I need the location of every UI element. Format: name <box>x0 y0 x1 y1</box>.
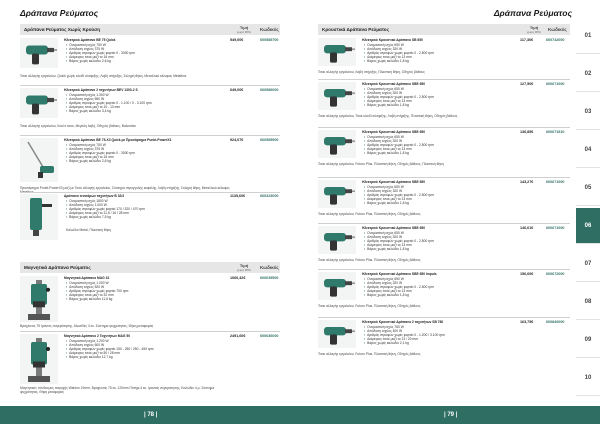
product-description: Τσοκ αλλαγής εργαλείου, Τσοκ κλειδί σύσφιξης, Λαβή στήριξης, Πλαστική θήκη, Οδηγός βάθους <box>318 114 458 118</box>
spec-item: ▪ Αριθμός στροφών χωρίς φορτίο 0 - 2.800 rpm <box>364 239 504 243</box>
spec-item: ▪ Αριθμός στροφών χωρίς φορτίο 150 - 250 / 250 - 450 rpm <box>66 347 216 351</box>
product-description: Τσοκ αλλαγής εργαλείου, Futuro Plus, Πλαστική θήκη, Οδηγός βάθους <box>318 304 421 308</box>
spec-item: ▪ Απόδοση ισχύος 600 W <box>66 343 216 347</box>
product-image <box>20 334 58 384</box>
product-item <box>318 272 570 318</box>
spec-item: ▪ Απόδοση ισχύος 375 W <box>66 47 216 51</box>
product-description: Τσοκ αλλαγής εργαλείου, Futuro Plus, Πλαστική θήκη, Οδηγός βάθους, Πλαστική θήκη <box>318 162 444 166</box>
chapter-tab-02[interactable]: 02 <box>576 56 600 92</box>
spec-item: ▪ Απόδοση ισχύος 320 W <box>364 235 504 239</box>
product-item <box>20 276 280 336</box>
product-image <box>20 276 58 322</box>
spec-item: ▪ Αριθμός στροφών χωρίς φορτίο 170 / 320 / 470 rpm <box>66 207 216 211</box>
product-price: 2491,60€ <box>230 334 246 338</box>
spec-item: ▪ Απόδοση ισχύος 400 W <box>364 329 504 333</box>
product-item <box>318 320 570 366</box>
product-name: Ηλεκτρικό Κρουστικό Δράπανο SBE 650 <box>362 130 426 134</box>
product-price: 127,50€ <box>520 82 534 86</box>
spec-item: ▪ Διάμετρος τσοκ μαζί το 13 mm <box>364 147 504 151</box>
chapter-tab-06[interactable]: 06 <box>576 208 600 244</box>
spec-item: ▪ Απόδοση ισχύος 320 W <box>364 189 504 193</box>
spec-item: ▪ Απόδοση ισχύος 320 W <box>364 47 504 51</box>
spec-item: ▪ Διάμετρος τσοκ μαζί το 32 mm <box>66 293 216 297</box>
spec-list <box>364 185 504 206</box>
product-item <box>20 88 280 138</box>
page-title: Δράπανα Ρεύματος <box>20 8 99 18</box>
product-item <box>20 194 280 254</box>
spec-item: ▪ Ονομαστική ισχύς 760 W <box>364 325 504 329</box>
product-item <box>318 130 570 176</box>
product-name: Ηλεκτρικό Κρουστικό Δράπανο SBE 650 Impuls <box>362 272 437 276</box>
spec-item: ▪ Απόδοση ισχύος 320 W <box>364 281 504 285</box>
product-price: 163,75€ <box>520 320 534 324</box>
spec-item: ▪ Απόδοση ισχύος 1.000 W <box>66 203 216 207</box>
section-title: Κρουστικά Δράπανα Ρεύματος <box>322 27 389 32</box>
spec-item: ▪ Αριθμός στροφών χωρίς φορτίο 0 - 1.100 / 0 - 3.100 rpm <box>66 101 216 105</box>
spec-item: ▪ Διάμετρος τσοκ μαζί το 10 - 13 mm <box>66 105 216 109</box>
product-code: 600672000 <box>546 272 565 276</box>
spec-item: ▪ Διάμετρος τσοκ μαζί το 16 mm <box>66 55 216 59</box>
spec-item: ▪ Βάρος χωρίς καλώδιο 2,6 kg <box>66 159 216 163</box>
chapter-tab-07[interactable]: 07 <box>576 246 600 282</box>
spec-item: ▪ Διάμετρος τσοκ μαζί το 13 mm <box>364 289 504 293</box>
product-image <box>318 180 356 208</box>
spec-item: ▪ Απόδοση ισχύος 320 W <box>364 91 504 95</box>
spec-item: ▪ Διάμετρος τσοκ μαζί το 16 mm <box>66 155 216 159</box>
product-price: 156,66€ <box>520 272 534 276</box>
product-price: 143,27€ <box>520 180 534 184</box>
product-item <box>318 82 570 128</box>
product-image <box>20 38 58 68</box>
product-price: 1060,42€ <box>230 276 246 280</box>
spec-list <box>66 93 216 114</box>
spec-item: ▪ Ονομαστική ισχύς 1.200 W <box>66 339 216 343</box>
spec-item: ▪ Απόδοση ισχύος 520 W <box>66 285 216 289</box>
spec-item: ▪ Ονομαστική ισχύς 650 W <box>364 87 504 91</box>
chapter-tab-08[interactable]: 08 <box>576 284 600 320</box>
price-header: Τιμή χωρίς ΦΠΑ <box>236 24 252 34</box>
product-item <box>20 334 280 400</box>
spec-item: ▪ Αριθμός στροφών χωρίς φορτίο 0 - 2.800 rpm <box>364 285 504 289</box>
spec-list <box>66 281 216 302</box>
product-name: Ηλεκτρικό Κρουστικό Δράπανο 2 ταχυτήτων SB 760 <box>362 320 444 324</box>
product-image <box>318 226 356 254</box>
divider <box>20 192 280 193</box>
divider <box>318 177 570 178</box>
product-name: Μαγνητικό Δράπανο 2 Ταχυτήτων MAG 50 <box>64 334 131 338</box>
divider <box>318 79 570 80</box>
spec-item: ▪ Αριθμός στροφών χωρίς φορτίο 0 - 2.800 rpm <box>364 51 504 55</box>
product-code: 600585700 <box>260 38 279 42</box>
product-description: Τσοκ αλλαγής εργαλείου, Futuro Plus, Πλαστική θήκη, Οδηγός βάθους <box>318 212 421 216</box>
chapter-tab-10[interactable]: 10 <box>576 360 600 396</box>
code-header: Κωδικός <box>548 27 567 32</box>
product-image <box>318 130 356 158</box>
product-code: 600586000 <box>260 88 279 92</box>
product-item <box>20 138 280 198</box>
spec-list <box>364 87 504 108</box>
product-image <box>318 82 356 110</box>
spec-item: ▪ Απόδοση ισχύος 375 W <box>66 147 216 151</box>
product-code: 600671000 <box>546 180 565 184</box>
product-price: 924,07€ <box>230 138 244 142</box>
spec-item: ▪ Απόδοση ισχύος 650 W <box>66 97 216 101</box>
right-page <box>300 0 600 424</box>
spec-item: ▪ Διάμετρος τσοκ μαζί το 13 mm <box>364 55 504 59</box>
spec-item: ▪ Βάρος χωρίς καλώδιο 12,7 kg <box>66 355 216 359</box>
code-header: Κωδικός <box>260 265 279 270</box>
spec-item: ▪ Αριθμός στροφών χωρίς φορτίο 700 rpm <box>66 289 216 293</box>
product-name: Ηλεκτρικό Κρουστικό Δράπανο SBE 650 <box>362 226 426 230</box>
product-description: Καλώδιο Metal, Πλαστική θήκη <box>66 228 111 232</box>
spec-item: ▪ Βάρος χωρίς καλώδιο 1,8 kg <box>364 293 504 297</box>
product-price: 117,30€ <box>520 38 534 42</box>
section-header <box>318 24 570 35</box>
spec-item: ▪ Βάρος χωρίς καλώδιο 1,8 kg <box>364 59 504 63</box>
spec-list <box>364 231 504 252</box>
product-name: Ηλεκτρικό Δράπανο BE 75 Quick <box>64 38 116 42</box>
spec-item: ▪ Ονομαστική ισχύς 650 W <box>364 43 504 47</box>
section-title: Μαγνητικά Δράπανα Ρεύματος <box>24 265 91 270</box>
spec-item: ▪ Ονομαστική ισχύς 650 W <box>364 277 504 281</box>
product-code: 600671000 <box>546 226 565 230</box>
spec-item: ▪ Απόδοση ισχύος 320 W <box>364 139 504 143</box>
product-description: Τσοκ αλλαγής εργαλείου, Futuro Plus, Πλαστική θήκη, Οδηγός βάθους <box>318 352 421 356</box>
divider <box>20 135 280 136</box>
chapter-tab-09[interactable]: 09 <box>576 322 600 358</box>
spec-list <box>364 277 504 298</box>
product-name: Ηλεκτρικό Κρουστικό Δράπανο SB 650 <box>362 38 423 42</box>
section-header <box>20 262 280 273</box>
spec-item: ▪ Διάμετρος τσοκ μαζί το 13 / 20 mm <box>364 337 504 341</box>
spec-item: ▪ Αριθμός στροφών χωρίς φορτίο 0 - 1.200 / 3.100 rpm <box>364 333 504 337</box>
product-item <box>318 226 570 272</box>
spec-item: ▪ Αριθμός στροφών χωρίς φορτίο 0 - 3000 rpm <box>66 151 216 155</box>
spec-item: ▪ Ονομαστική ισχύς 750 W <box>66 43 216 47</box>
section-header <box>20 24 280 35</box>
spec-item: ▪ Βάρος χωρίς καλώδιο 1,8 kg <box>364 247 504 251</box>
product-description: Τσοκ αλλαγής εργαλείου, Κουλτ τσοκ, Μεγάλη λαβή, Οδηγός βάθους, Βαλιτσάκι <box>20 124 136 128</box>
spec-list <box>364 135 504 156</box>
spec-item: ▪ Βάρος χωρίς καλώδιο 3,4 kg <box>66 109 216 113</box>
product-image <box>20 88 58 118</box>
spec-item: ▪ Ονομαστική ισχύς 750 W <box>66 143 216 147</box>
chapter-tab-01[interactable]: 01 <box>576 18 600 54</box>
code-header: Κωδικός <box>260 27 279 32</box>
chapter-tab-03[interactable]: 03 <box>576 94 600 130</box>
spec-list <box>364 43 504 64</box>
spec-item: ▪ Διάμετρος τσοκ μαζί το 13 mm <box>364 99 504 103</box>
product-name: Ηλεκτρικό Κρουστικό Δράπανο SBE 650 <box>362 82 426 86</box>
chapter-tab-04[interactable]: 04 <box>576 132 600 168</box>
spec-item: ▪ Βάρος χωρίς καλώδιο 7,5 kg <box>66 215 216 219</box>
product-description: Προσάρτημα Punkt-PowerX3 μαζί με Τσοκ αλλαγής εργαλείου, Σύστημα στρογγυλής κεφαλής, Λαβή στήριξης, Σκληρή θήκη, Μεταλλικό κέλυφος Metalbox <box>20 186 230 195</box>
product-description: Τσοκ αλλαγής εργαλείου, Futuro Plus, Πλαστική θήκη, Οδηγός βάθους <box>318 258 421 262</box>
product-image <box>318 38 356 66</box>
divider <box>318 269 570 270</box>
spec-item: ▪ Ονομαστική ισχύς 1800 W <box>66 199 216 203</box>
spec-item: ▪ Ονομαστική ισχύς 650 W <box>364 231 504 235</box>
product-item <box>318 180 570 226</box>
product-name: Μαγνητικό Δράπανο MAG 32 <box>64 276 110 280</box>
product-item <box>20 38 280 88</box>
product-price: 146,61€ <box>520 226 534 230</box>
product-name: Ηλεκτρικό Κρουστικό Δράπανο SBE 650 <box>362 180 426 184</box>
product-code: 600635500 <box>260 276 279 280</box>
page-number: | 79 | <box>444 412 458 418</box>
divider <box>318 317 570 318</box>
spec-list <box>364 325 504 346</box>
product-item <box>318 38 570 84</box>
spec-item: ▪ Βάρος χωρίς καλώδιο 1,8 kg <box>364 103 504 107</box>
product-name: Ηλεκτρικό Δράπανο 2 ταχυτήτων BEV 1300-2 S <box>64 88 138 92</box>
spec-list <box>66 43 216 64</box>
product-code: 600323000 <box>260 194 279 198</box>
product-image <box>20 138 58 182</box>
spec-item: ▪ Αριθμός στροφών χωρίς φορτίο 0 - 3000 rpm <box>66 51 216 55</box>
spec-item: ▪ Ονομαστική ισχύς 650 W <box>364 135 504 139</box>
spec-item: ▪ Αριθμός στροφών χωρίς φορτίο 0 - 2.800 rpm <box>364 95 504 99</box>
spec-item: ▪ Βάρος χωρίς καλώδιο 2,1 kg <box>364 341 504 345</box>
divider <box>318 223 570 224</box>
spec-list <box>66 199 216 220</box>
divider <box>318 127 570 128</box>
product-description: Βραχίονας 75 Ιμάντες συγκράτησης, Αλυσίδες 4 εκ. Σύστημα ψυχρότητας, Θήκη μεταφοράς <box>20 324 154 328</box>
price-header: Τιμή χωρίς ΦΠΑ <box>526 24 542 34</box>
spec-item: ▪ Διάμετρος τσοκ μαζί το 13 mm <box>364 197 504 201</box>
product-name: Δράπανο τεσσάρων ταχυτήτων B 32/3 <box>64 194 125 198</box>
page-footer <box>0 406 300 424</box>
product-price: 549,00€ <box>230 38 244 42</box>
divider <box>20 85 280 86</box>
section-title: Δράπανα Ρεύματος Χωρίς Κρούση <box>24 27 101 32</box>
product-image <box>318 320 356 348</box>
spec-item: ▪ Αριθμός στροφών χωρίς φορτίο 0 - 2.800 rpm <box>364 143 504 147</box>
spec-item: ▪ Ονομαστική ισχύς 1.000 W <box>66 281 216 285</box>
product-price: 649,00€ <box>230 88 244 92</box>
spec-item: ▪ Βάρος χωρίς καλώδιο 1,8 kg <box>364 151 504 155</box>
product-code: 600585900 <box>260 138 279 142</box>
spec-item: ▪ Διάμετρος τσοκ μαζί το 50 / 28 mm <box>66 351 216 355</box>
product-code: 600636000 <box>260 334 279 338</box>
spec-item: ▪ Ονομαστική ισχύς 650 W <box>364 185 504 189</box>
chapter-tab-05[interactable]: 05 <box>576 170 600 206</box>
product-code: 600742000 <box>546 38 565 42</box>
price-header: Τιμή χωρίς ΦΠΑ <box>236 262 252 272</box>
product-price: 1135,60€ <box>230 194 246 198</box>
product-image <box>318 272 356 300</box>
page-footer <box>300 406 600 424</box>
spec-item: ▪ Διάμετρος τσοκ μαζί το 11,5 / 16 / 28 mm <box>66 211 216 215</box>
product-description: Τσοκ αλλαγής εργαλείου, Λαβή στήριξης, Πλαστική θήκη, Οδηγός βάθους <box>318 70 425 74</box>
product-price: 136,85€ <box>520 130 534 134</box>
product-code: 600671000 <box>546 82 565 86</box>
spec-item: ▪ Βάρος χωρίς καλώδιο 11,6 kg <box>66 297 216 301</box>
product-description: Τσοκ αλλαγής εργαλείου, Quick χωρίς κλειδί σύσφιξης, Λαβή στήριξης, Σκληρή θήκη, Μεταλλικό κέλυφος Metalbox <box>20 74 187 78</box>
spec-list <box>66 143 216 164</box>
product-code: 600840000 <box>546 320 565 324</box>
spec-item: ▪ Βάρος χωρίς καλώδιο 1,8 kg <box>364 201 504 205</box>
spec-list <box>66 339 216 360</box>
product-description: Μαγνητικός σύνδεσμος παροχής Weldon 19mm, Βραχίονας 75 εκ. 120mm Ποτήρι 4 εκ. Ιμάντας συγκράτησης, Καλώδιο 4 μ. Σύστημα ψυχρότητας, Θήκη μεταφοράς <box>20 386 215 395</box>
divider <box>20 331 280 332</box>
product-code: 600671510 <box>546 130 565 134</box>
spec-item: ▪ Ονομαστική ισχύς 1.300 W <box>66 93 216 97</box>
page-title: Δράπανα Ρεύματος <box>493 8 572 18</box>
product-image <box>20 194 58 240</box>
product-name: Ηλεκτρικό Δράπανο BE 75-X3 Quick με Προσάρτημα Punkt-PowerX3 <box>64 138 172 142</box>
page-number: | 78 | <box>144 412 158 418</box>
spec-item: ▪ Διάμετρος τσοκ μαζί το 13 mm <box>364 243 504 247</box>
spec-item: ▪ Βάρος χωρίς καλώδιο 2,6 kg <box>66 59 216 63</box>
spec-item: ▪ Αριθμός στροφών χωρίς φορτίο 0 - 2.800 rpm <box>364 193 504 197</box>
